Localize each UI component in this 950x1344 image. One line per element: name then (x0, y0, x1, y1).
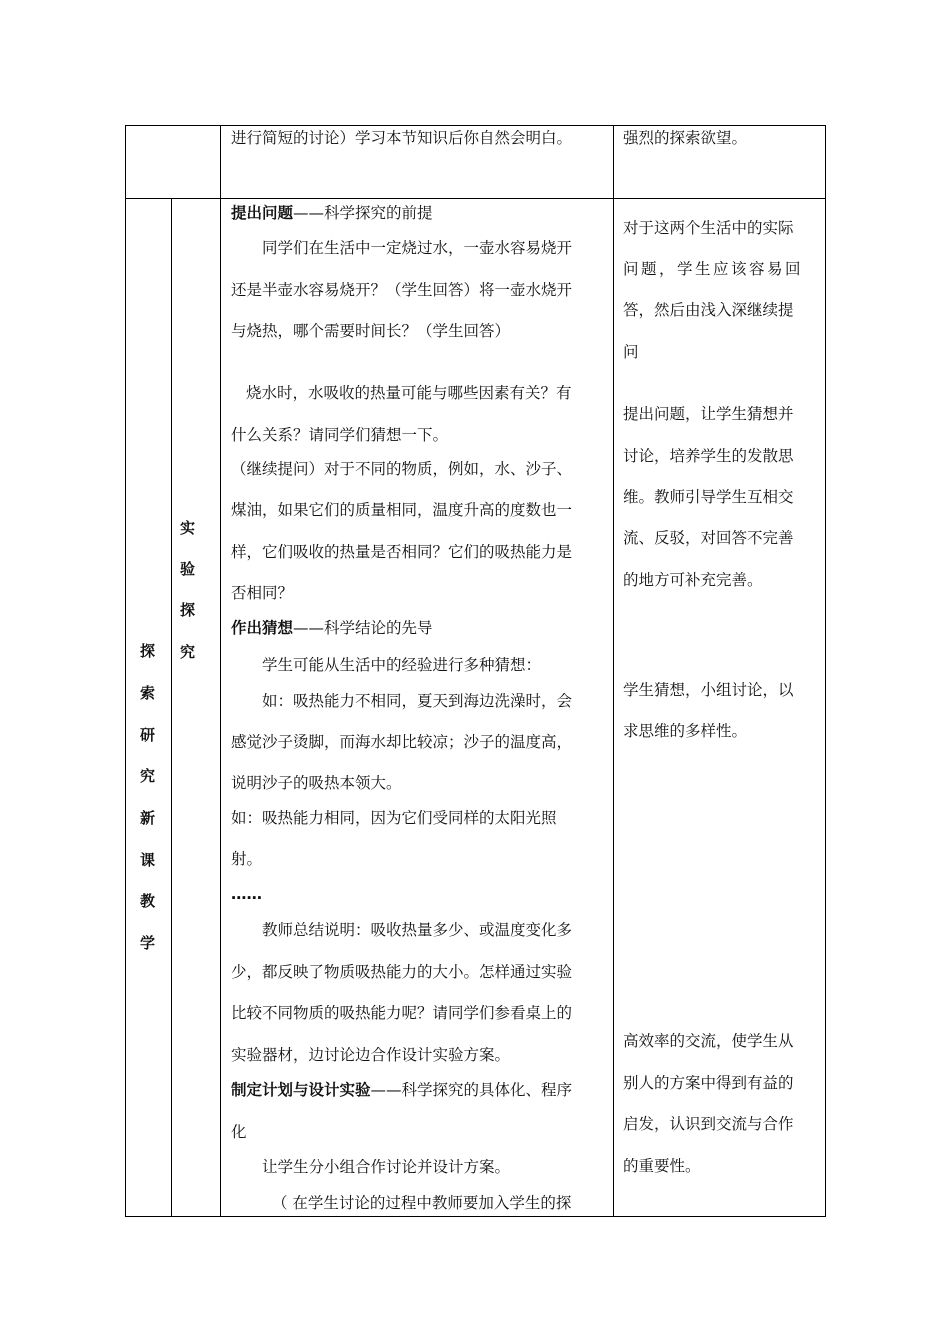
table-right-border (825, 125, 826, 1217)
table-left-border (125, 125, 126, 1217)
sub-stage-column-divider (171, 198, 172, 1217)
content-line: 让学生分小组合作讨论并设计方案。 (262, 1158, 511, 1176)
note-line: 维。教师引导学生互相交 (623, 488, 794, 506)
section-heading-hypothesis (231, 618, 433, 638)
row-divider (125, 198, 826, 199)
content-line: 与烧热，哪个需要时间长？（学生回答） (231, 322, 511, 340)
note-line: 高效率的交流，使学生从 (623, 1032, 794, 1050)
note-line: 问 (623, 343, 639, 361)
stage-label-char: 新 (140, 809, 156, 827)
content-line: 同学们在生活中一定烧过水，一壶水容易烧开 (262, 239, 573, 257)
content-line: 还是半壶水容易烧开？（学生回答）将一壶水烧开 (231, 281, 573, 299)
note-line: 对于这两个生活中的实际 (623, 219, 794, 237)
content-line: 射。 (231, 850, 263, 868)
stage-label-char: 究 (140, 767, 156, 785)
sub-stage-label-char: 探 (180, 601, 196, 619)
sub-stage-label-char: 实 (180, 519, 196, 537)
stage-label-char: 教 (140, 892, 156, 910)
notes-column-divider (613, 125, 614, 1217)
content-line: 煤油，如果它们的质量相同，温度升高的度数也一 (231, 501, 573, 519)
content-line: 化 (231, 1123, 247, 1141)
content-column-divider (220, 125, 221, 1217)
section-heading-label: 制定计划与设计实验 (231, 1081, 371, 1099)
note-line: 的地方可补充完善。 (623, 571, 763, 589)
top-row-note: 强烈的探索欲望。 (623, 129, 748, 147)
stage-label-char: 课 (140, 851, 156, 869)
note-line: 求思维的多样性。 (623, 722, 748, 740)
content-line: 什么关系？请同学们猜想一下。 (231, 426, 449, 444)
sub-stage-label-char: 究 (180, 643, 196, 661)
section-heading-subtitle: ——科学探究的前提 (293, 204, 433, 222)
content-line: 比较不同物质的吸热能力呢？请同学们参看桌上的 (231, 1004, 573, 1022)
note-line: 别人的方案中得到有益的 (623, 1074, 794, 1092)
table-top-border (125, 125, 826, 126)
ellipsis-line: …… (231, 885, 262, 903)
content-line: 如：吸热能力不相同，夏天到海边洗澡时，会 (262, 692, 573, 710)
note-line: 流、反驳，对回答不完善 (623, 529, 794, 547)
note-line: 讨论，培养学生的发散思 (623, 447, 794, 465)
content-line: 说明沙子的吸热本领大。 (231, 774, 402, 792)
content-line: 实验器材，边讨论边合作设计实验方案。 (231, 1046, 511, 1064)
section-heading-question (231, 203, 433, 223)
content-line: 否相同？ (231, 584, 294, 602)
table-bottom-border (125, 1216, 826, 1217)
sub-stage-label-char: 验 (180, 560, 196, 578)
note-line: 学生猜想，小组讨论，以 (623, 681, 794, 699)
stage-label-char: 索 (140, 684, 156, 702)
section-heading-plan (231, 1080, 572, 1100)
content-line: 烧水时，水吸收的热量可能与哪些因素有关？有 (246, 384, 572, 402)
content-line: 少，都反映了物质吸热能力的大小。怎样通过实验 (231, 963, 573, 981)
note-line: 启发，认识到交流与合作 (623, 1115, 794, 1133)
content-line: （继续提问）对于不同的物质，例如，水、沙子、 (231, 460, 573, 478)
section-heading-label: 作出猜想 (231, 619, 294, 637)
content-line: （ 在学生讨论的过程中教师要加入学生的探 (272, 1194, 572, 1212)
content-line: 教师总结说明：吸收热量多少、或温度变化多 (262, 921, 573, 939)
top-row-content: 进行简短的讨论）学习本节知识后你自然会明白。 (231, 129, 573, 147)
content-line: 如：吸热能力相同，因为它们受同样的太阳光照 (231, 809, 557, 827)
stage-label-char: 研 (140, 726, 156, 744)
content-line: 样，它们吸收的热量是否相同？它们的吸热能力是 (231, 543, 573, 561)
stage-label-char: 探 (140, 642, 156, 660)
note-line: 的重要性。 (623, 1157, 701, 1175)
note-line: 问题，学生应该容易回 (623, 260, 804, 278)
section-heading-label: 提出问题 (231, 204, 294, 222)
section-heading-subtitle: ——科学结论的先导 (293, 619, 433, 637)
note-line: 提出问题，让学生猜想并 (623, 405, 794, 423)
section-heading-subtitle: ——科学探究的具体化、程序 (370, 1081, 573, 1099)
content-line: 学生可能从生活中的经验进行多种猜想： (262, 656, 542, 674)
note-line: 答，然后由浅入深继续提 (623, 301, 794, 319)
content-line: 感觉沙子烫脚，而海水却比较凉；沙子的温度高， (231, 733, 573, 751)
stage-label-char: 学 (140, 934, 156, 952)
